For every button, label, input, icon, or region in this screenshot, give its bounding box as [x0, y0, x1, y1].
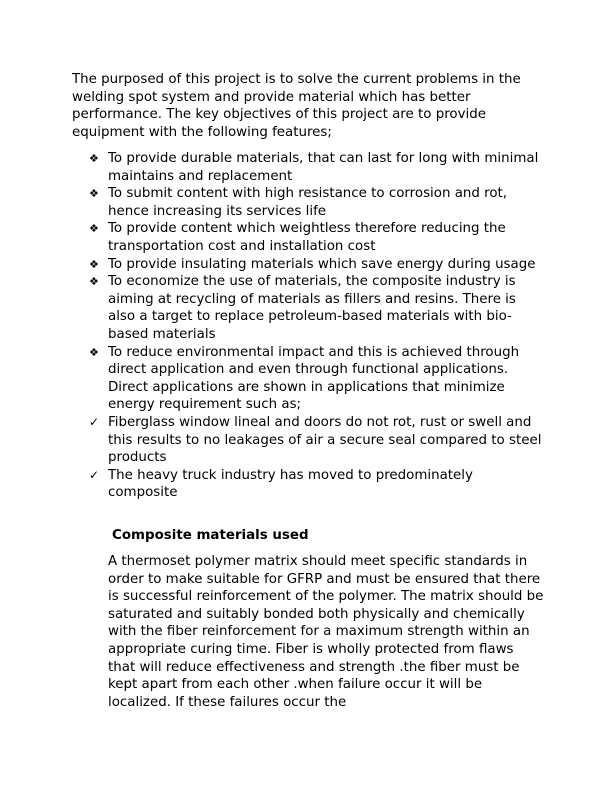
section-body-paragraph: A thermoset polymer matrix should meet specific standards in order to make suitable for GFRP and must be ensured that there is successful reinforcement of the polymer. The matrix should be saturated and suitably bonded both physically and chemically with the fiber reinforcement for a maximum strength within an appropriate curing time. Fiber is wholly protected from flaws that will reduce effectiveness and strength .the fiber must be kept apart from each other .when failure occur it will be localized. If these failures occur the — [108, 554, 544, 710]
diamond-bullet-icon: ❖ — [89, 222, 99, 236]
objectives-list — [89, 150, 544, 502]
list-item-text: To reduce environmental impact and this is achieved through direct application and even through functional applications. Direct applications are shown in applications that minimize energy requirement such as; — [108, 344, 520, 413]
list-item-text: To provide insulating materials which save energy during usage — [108, 256, 536, 272]
list-item-text: To provide durable materials, that can last for long with minimal maintains and replacement — [108, 151, 539, 184]
checkmark-bullet-icon: ✓ — [89, 467, 100, 482]
list-item-text: To submit content with high resistance to corrosion and rot, hence increasing its services life — [108, 186, 508, 219]
list-item-text: To provide content which weightless therefore reducing the transportation cost and installation cost — [108, 221, 506, 254]
diamond-bullet-icon: ❖ — [89, 152, 99, 165]
list-item-text: The heavy truck industry has moved to predominately composite — [108, 467, 473, 501]
list-item — [89, 220, 544, 255]
list-item-text: To economize the use of materials, the composite industry is aiming at recycling of materials as fillers and resins. There is also a target to replace petroleum-based materials with bio-based materials — [108, 274, 516, 342]
diamond-bullet-icon: ❖ — [89, 187, 99, 201]
checkmark-bullet-icon: ✓ — [89, 414, 100, 429]
diamond-bullet-icon: ❖ — [89, 345, 99, 359]
list-item — [89, 273, 544, 343]
intro-paragraph: The purposed of this project is to solve the current problems in the welding spot system and provide material which has better performance. The key objectives of this project are to provide equipment with the following features; — [72, 72, 521, 140]
list-item-text: Fiberglass window lineal and doors do not rot, rust or swell and this results to no leakages of air a secure seal compared to steel products — [108, 414, 542, 466]
list-item — [89, 414, 544, 467]
list-item — [89, 185, 544, 220]
list-item — [89, 344, 544, 414]
list-item — [89, 150, 544, 185]
section-heading: Composite materials used — [112, 528, 309, 543]
list-item — [89, 256, 544, 274]
diamond-bullet-icon: ❖ — [89, 275, 99, 289]
list-item — [89, 467, 544, 502]
diamond-bullet-icon: ❖ — [89, 257, 99, 271]
